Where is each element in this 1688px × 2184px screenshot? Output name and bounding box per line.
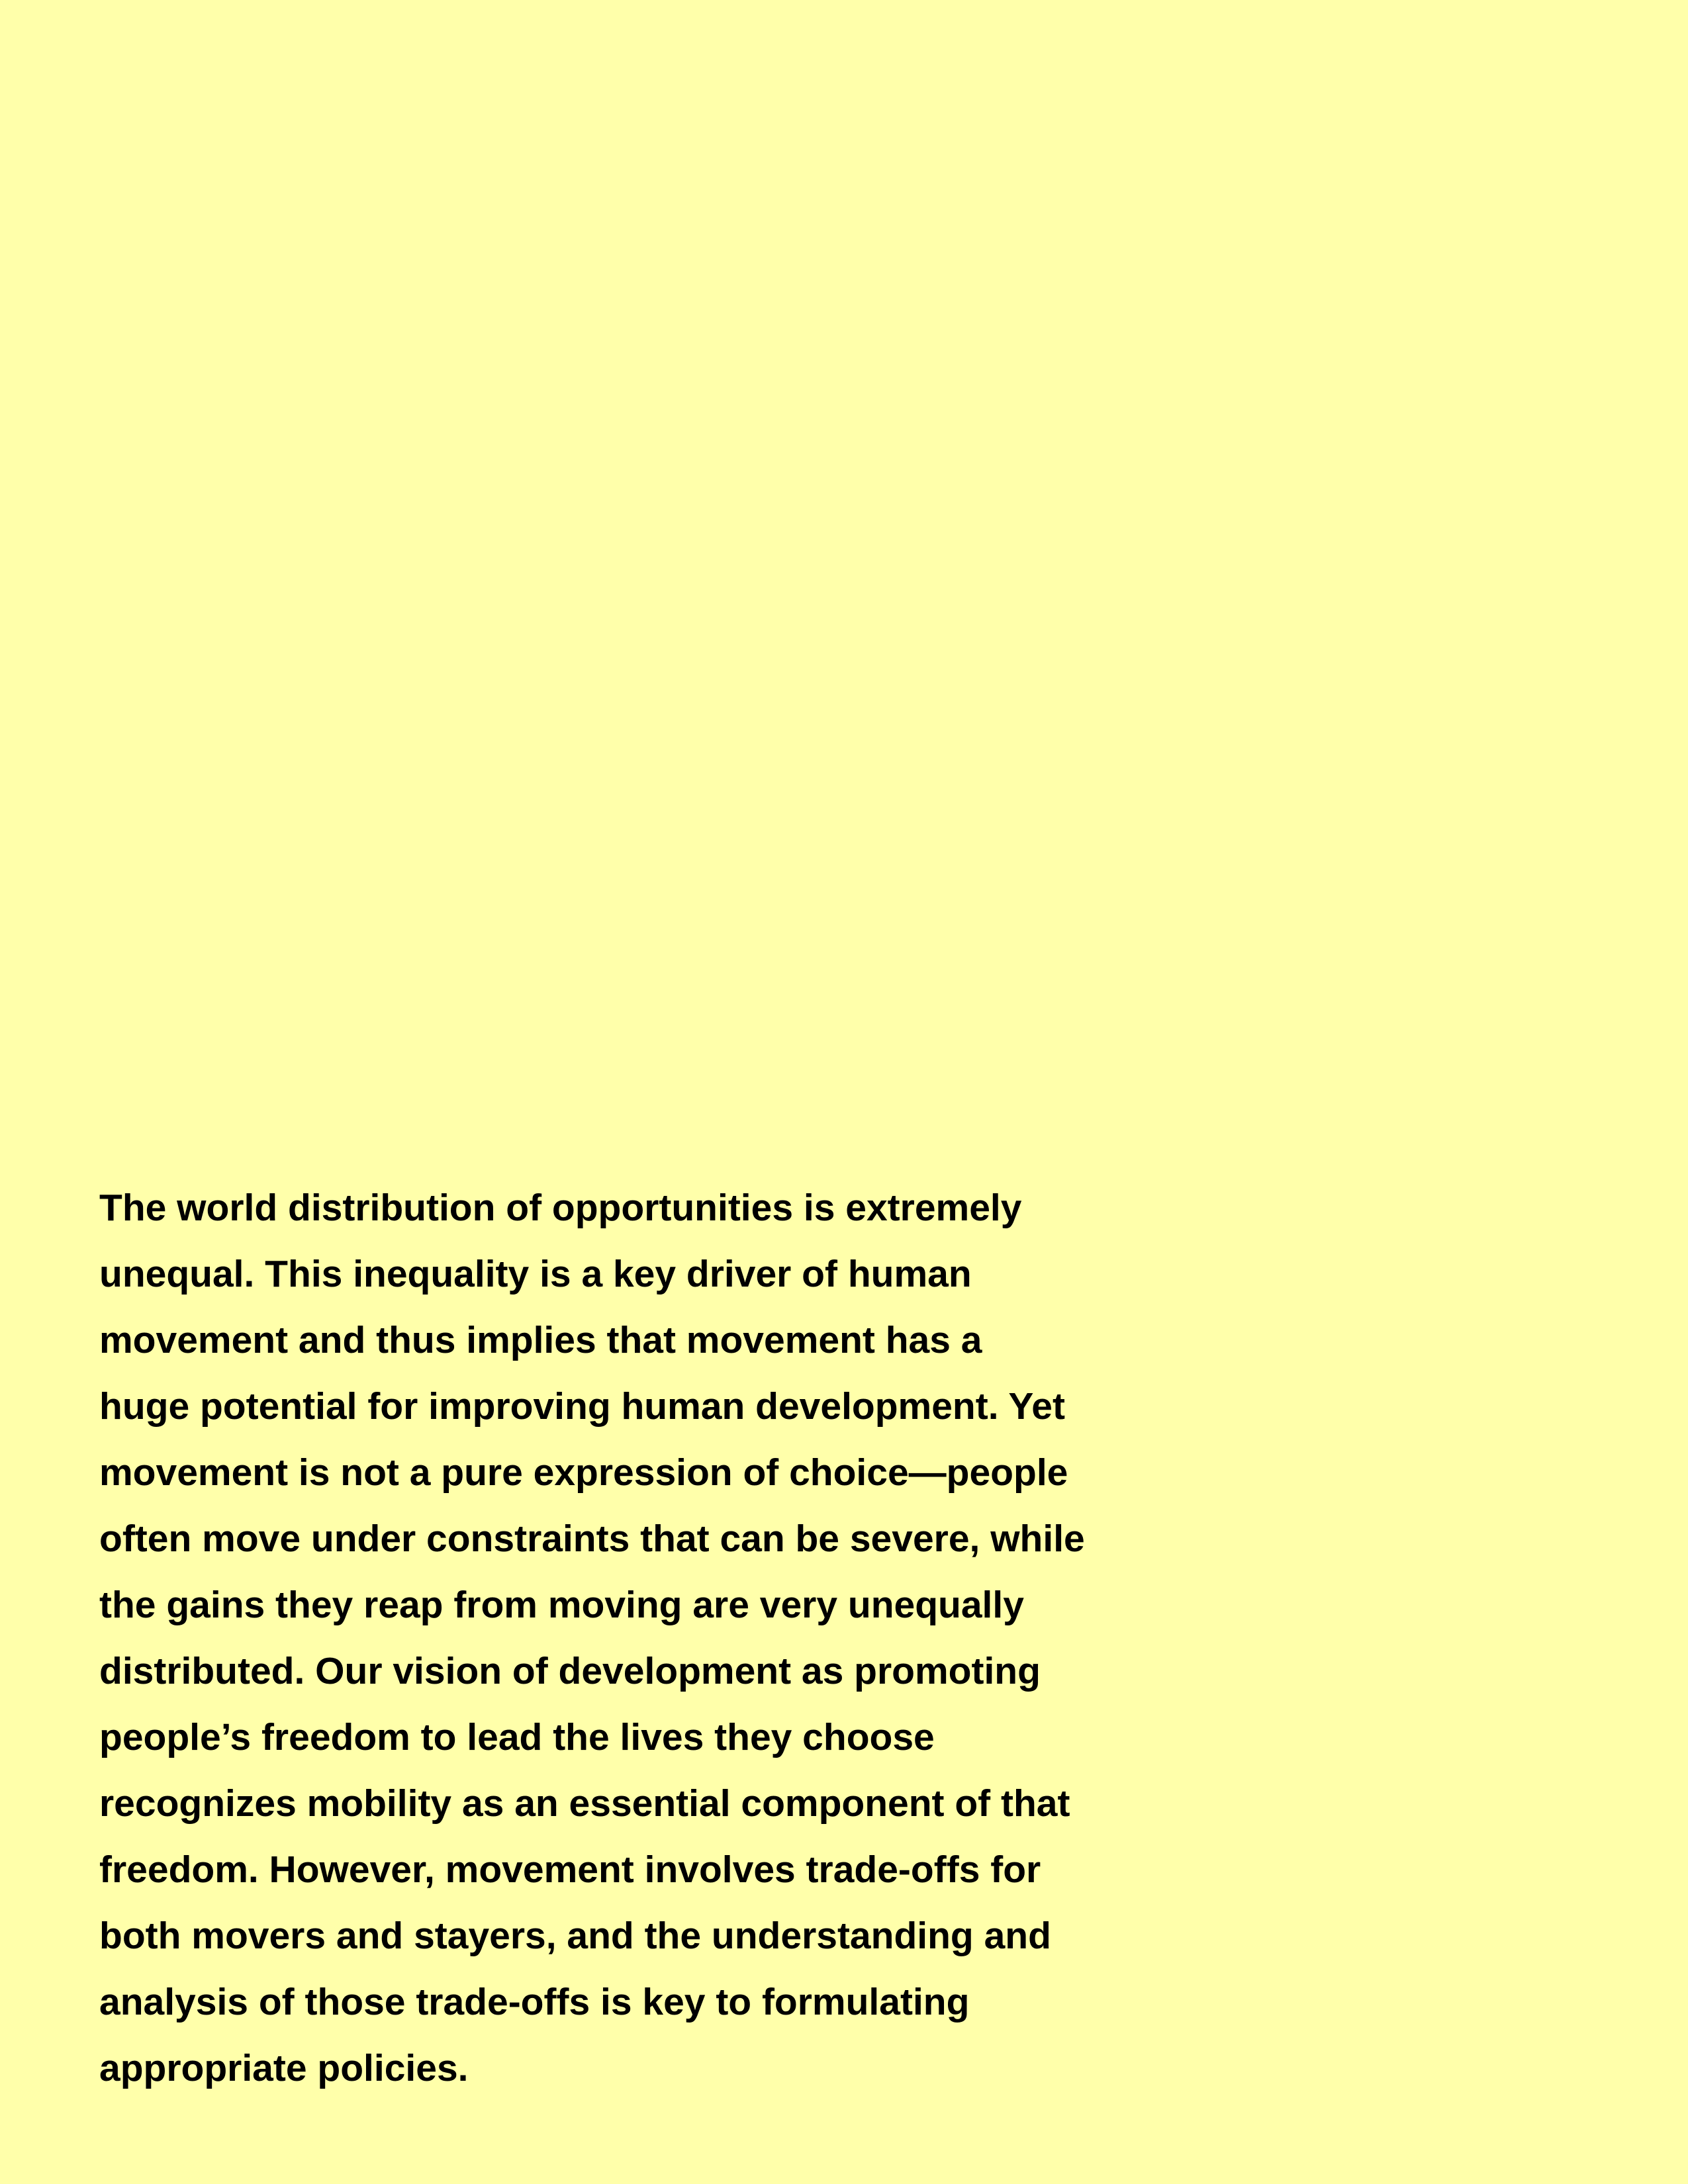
paragraph-line: freedom. However, movement involves trade-offs for <box>99 1848 1041 1891</box>
paragraph-line: often move under constraints that can be severe, while <box>99 1518 1085 1560</box>
body-paragraph <box>99 1175 1304 2101</box>
paragraph-line: distributed. Our vision of development as promoting <box>99 1650 1041 1692</box>
paragraph-line: The world distribution of opportunities is extremely <box>99 1187 1022 1229</box>
paragraph-line: recognizes mobility as an essential component of that <box>99 1782 1070 1825</box>
paragraph-line: unequal. This inequality is a key driver of human <box>99 1253 972 1295</box>
paragraph-line: both movers and stayers, and the understanding and <box>99 1915 1051 1957</box>
paragraph-line: appropriate policies. <box>99 2047 469 2089</box>
paragraph-line: huge potential for improving human development. Yet <box>99 1385 1065 1428</box>
paragraph-line: the gains they reap from moving are very unequally <box>99 1584 1024 1626</box>
paragraph-line: movement is not a pure expression of choice—people <box>99 1451 1068 1494</box>
paragraph-line: analysis of those trade-offs is key to formulating <box>99 1981 970 2023</box>
paragraph-line: movement and thus implies that movement has a <box>99 1319 982 1361</box>
paragraph-line: people’s freedom to lead the lives they choose <box>99 1716 935 1758</box>
